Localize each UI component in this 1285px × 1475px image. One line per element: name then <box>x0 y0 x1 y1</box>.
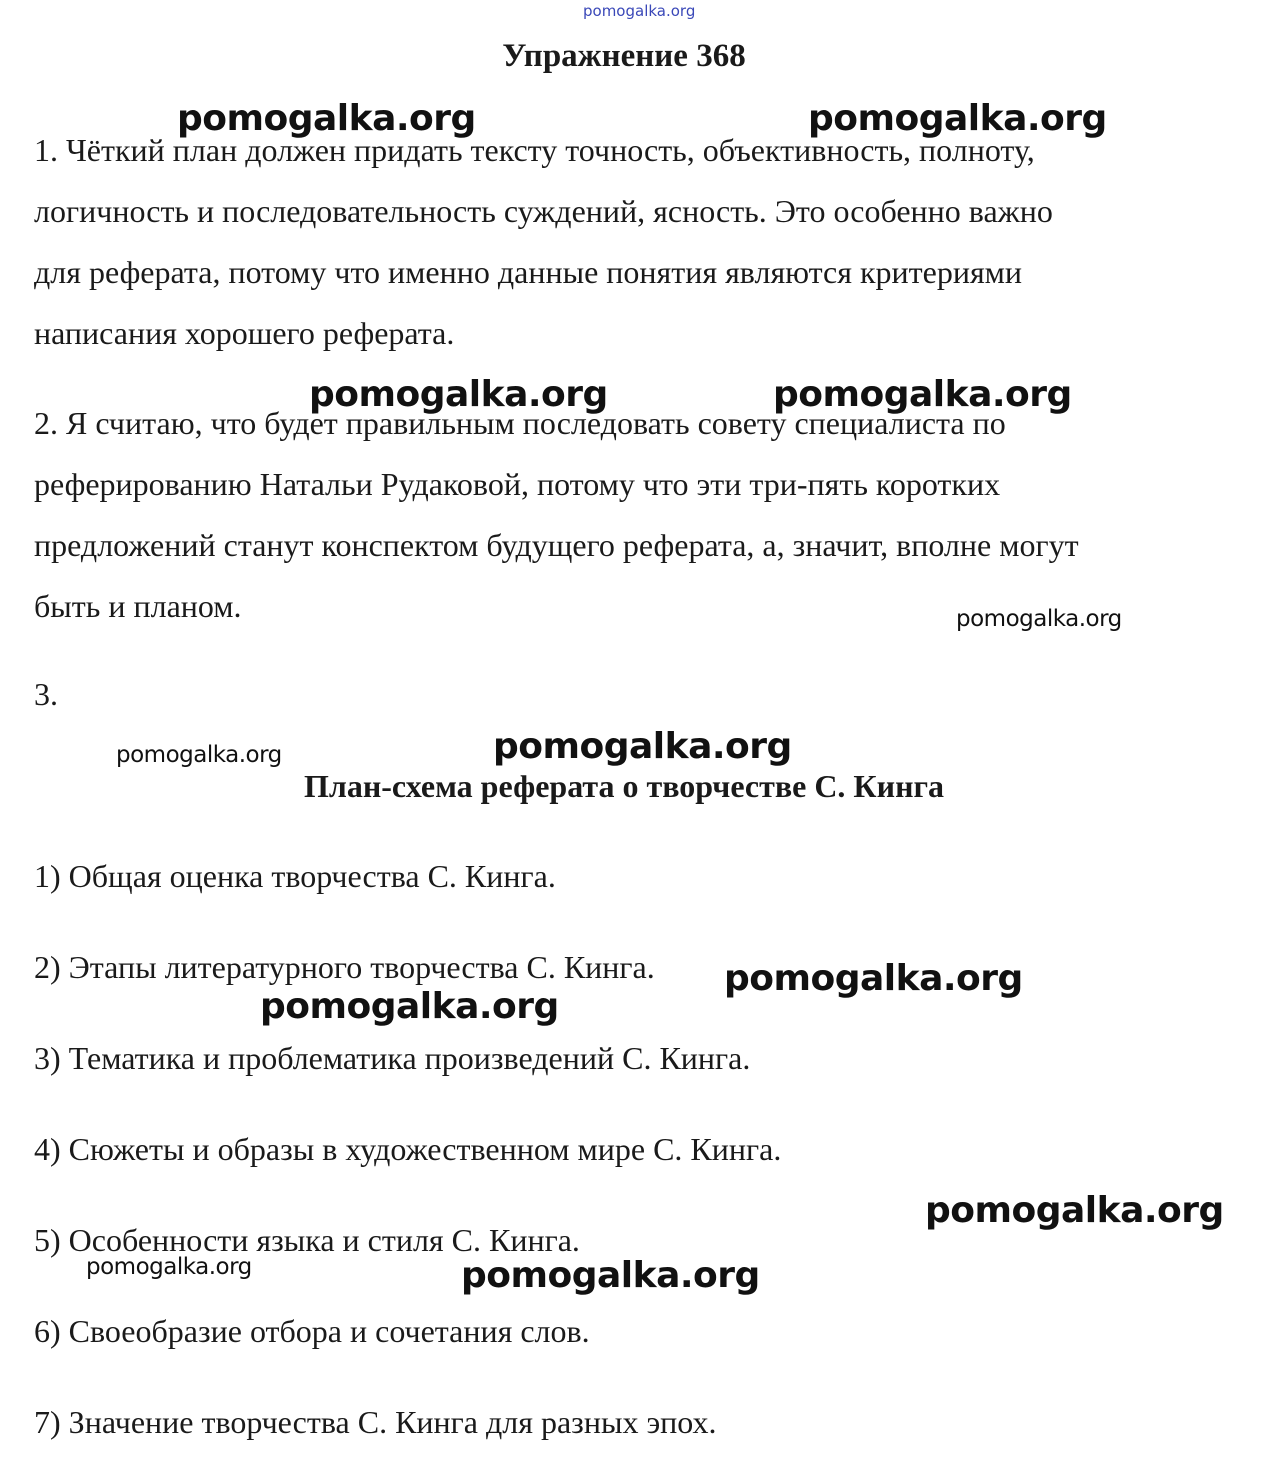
watermark: pomogalka.org <box>808 98 1107 139</box>
plan-item: 3) Тематика и проблематика произведений С. Кинга. <box>34 1040 751 1076</box>
paragraph-line: 2. Я считаю, что будет правильным последовать совету специалиста по <box>34 405 1006 441</box>
paragraph-2 <box>34 393 1079 637</box>
plan-item: 5) Особенности языка и стиля С. Кинга. <box>34 1222 580 1258</box>
paragraph-line: 1. Чёткий план должен придать тексту точность, объективность, полноту, <box>34 132 1035 168</box>
watermark: pomogalka.org <box>86 1254 252 1280</box>
watermark: pomogalka.org <box>116 742 282 768</box>
paragraph-1 <box>34 120 1053 364</box>
paragraph-line: логичность и последовательность суждений, ясность. Это особенно важно <box>34 193 1053 229</box>
paragraph-line: реферированию Натальи Рудаковой, потому что эти три-пять коротких <box>34 466 1001 502</box>
watermark: pomogalka.org <box>773 374 1072 415</box>
watermark: pomogalka.org <box>724 958 1023 999</box>
plan-item: 6) Своеобразие отбора и сочетания слов. <box>34 1313 590 1349</box>
plan-title: План-схема реферата о творчестве С. Кинга <box>303 768 945 804</box>
watermark: pomogalka.org <box>925 1190 1224 1231</box>
paragraph-line: написания хорошего реферата. <box>34 315 455 351</box>
plan-item: 4) Сюжеты и образы в художественном мире С. Кинга. <box>34 1131 782 1167</box>
plan-item: 2) Этапы литературного творчества С. Кинга. <box>34 949 655 985</box>
watermark: pomogalka.org <box>493 726 792 767</box>
plan-item: 1) Общая оценка творчества С. Кинга. <box>34 858 556 894</box>
watermark: pomogalka.org <box>309 374 608 415</box>
section-number: 3. <box>34 676 58 712</box>
paragraph-line: предложений станут конспектом будущего реферата, а, значит, вполне могут <box>34 527 1079 563</box>
paragraph-line: для реферата, потому что именно данные понятия являются критериями <box>34 254 1023 290</box>
watermark: pomogalka.org <box>956 606 1122 632</box>
page-title: Упражнение 368 <box>502 38 746 74</box>
watermark: pomogalka.org <box>461 1255 760 1296</box>
site-watermark-top: pomogalka.org <box>583 2 696 20</box>
paragraph-line: быть и планом. <box>34 588 242 624</box>
watermark: pomogalka.org <box>260 986 559 1027</box>
plan-item: 7) Значение творчества С. Кинга для разных эпох. <box>34 1404 717 1440</box>
watermark: pomogalka.org <box>177 98 476 139</box>
